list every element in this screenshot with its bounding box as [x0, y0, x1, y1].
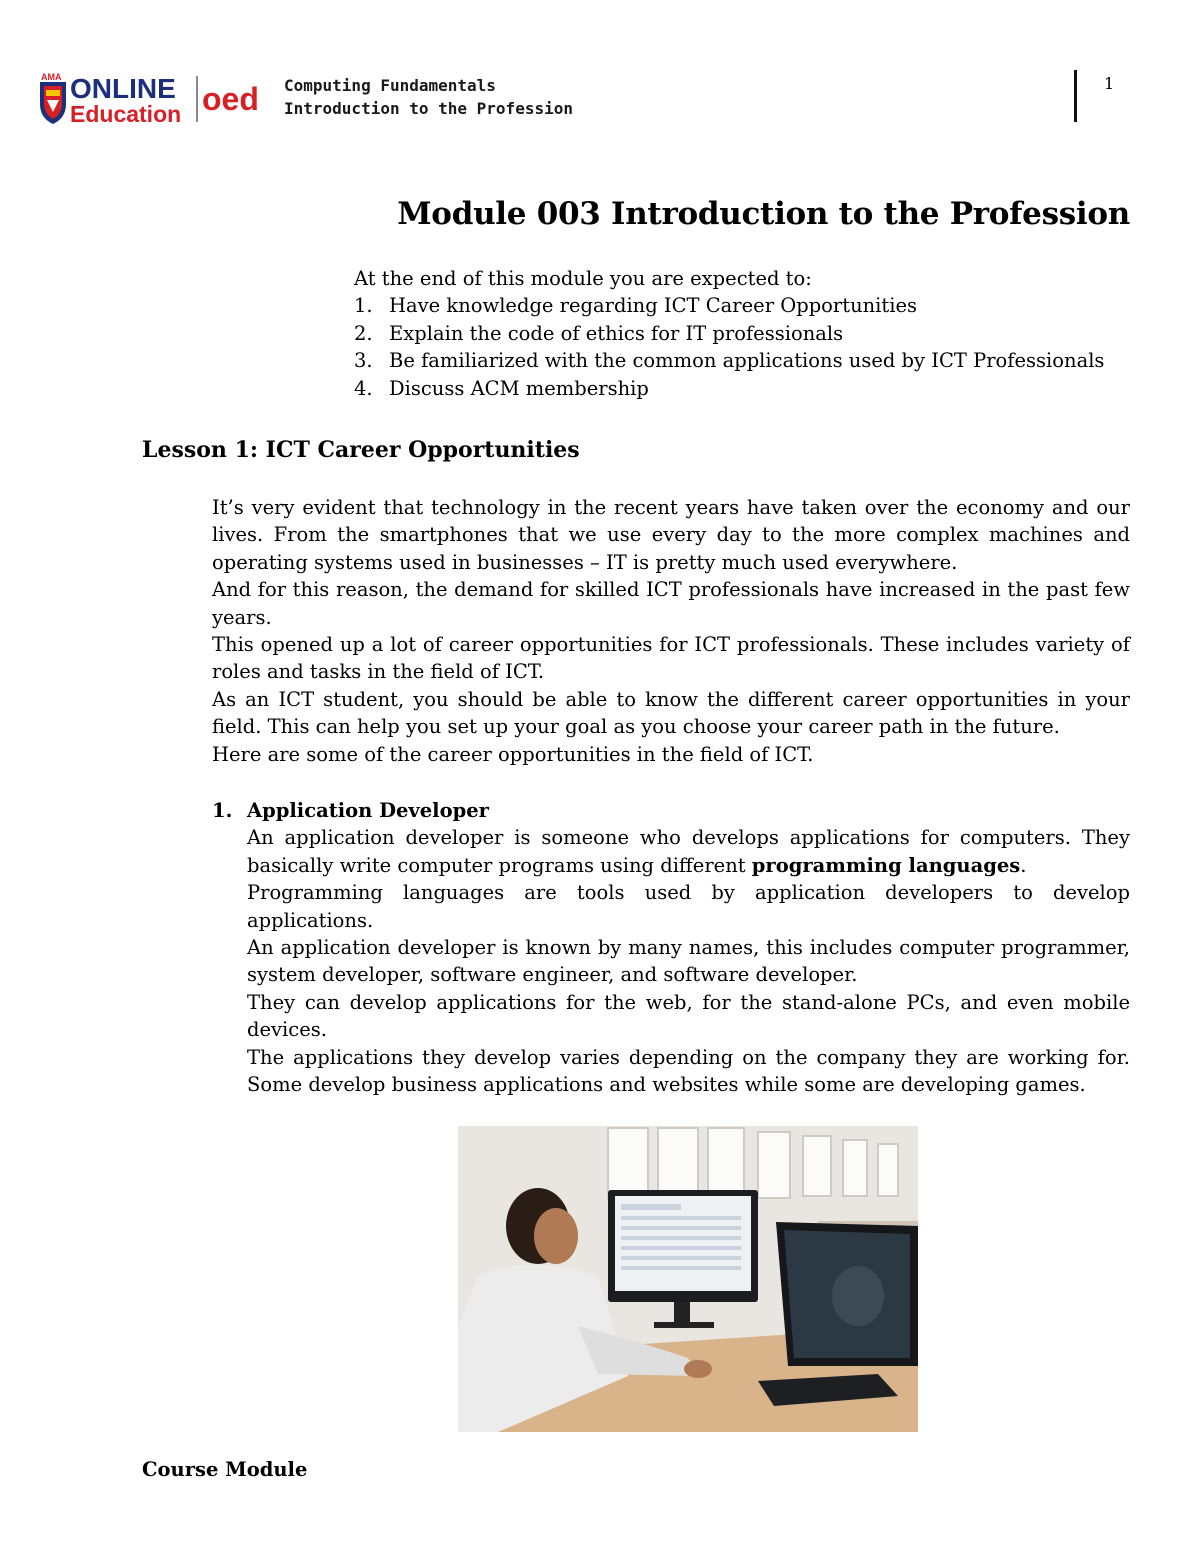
header-vertical-rule — [1074, 70, 1077, 122]
footer-course-module: Course Module — [142, 1458, 308, 1481]
objective-item — [354, 375, 1144, 402]
page-number: 1 — [1104, 74, 1115, 93]
career-body — [247, 824, 1130, 1098]
objective-item — [354, 347, 1144, 374]
header-course-name: Computing Fundamentals — [284, 76, 496, 95]
intro-paragraph: This opened up a lot of career opportunities for ICT professionals. These includes variety of roles and tasks in the field of ICT. — [212, 633, 1130, 684]
objective-text: Discuss ACM membership — [389, 376, 649, 400]
career-paragraph: They can develop applications for the web, for the stand-alone PCs, and even mobile devices. — [247, 990, 1130, 1042]
intro-paragraph: As an ICT student, you should be able to know the different career opportunities in your field. This can help you set up your goal as you choose your career path in the future. — [212, 687, 1130, 739]
objective-number: 2. — [354, 321, 373, 345]
career-paragraph: An application developer is known by many names, this includes computer programmer, system developer, software engineer, and software developer. — [247, 936, 1130, 987]
career-bold-term: programming languages — [751, 853, 1021, 877]
developer-photo — [458, 1126, 918, 1432]
logo-brand-bottom: Education — [70, 101, 182, 127]
career-title: Application Developer — [247, 799, 489, 822]
intro-paragraph: And for this reason, the demand for skilled ICT professionals have increased in the past few years. — [212, 578, 1130, 629]
objective-number: 4. — [354, 376, 373, 400]
objective-text: Be familiarized with the common applications used by ICT Professionals — [389, 349, 1105, 373]
objectives-list — [354, 292, 1144, 402]
logo-separator — [196, 76, 198, 122]
ama-emblem-text: AMA — [41, 72, 62, 82]
intro-section — [212, 494, 1130, 768]
career-item-application-developer — [212, 797, 1130, 1098]
header-course-info — [284, 74, 573, 120]
career-text: An application developer is someone who develops applications for computers. They basically write computer programs using different — [247, 826, 1130, 877]
career-paragraph: The applications they develop varies depending on the company they are working for. Some develop business applications and websites while some are developing games. — [247, 1045, 1130, 1097]
logo-brand-mark: oed — [202, 81, 259, 117]
objective-number: 3. — [354, 349, 373, 373]
career-paragraph — [247, 824, 1130, 879]
lesson-title: Lesson 1: ICT Career Opportunities — [142, 437, 580, 463]
ama-shield-emblem — [40, 82, 66, 124]
logo-brand-top: ONLINE — [70, 73, 176, 104]
online-education-logo — [36, 68, 276, 128]
objectives-intro: At the end of this module you are expected to: — [354, 267, 812, 290]
header-subtitle: Introduction to the Profession — [284, 99, 573, 118]
objective-item — [354, 320, 1144, 347]
module-title: Module 003 Introduction to the Profession — [397, 196, 1130, 232]
objective-text: Have knowledge regarding ICT Career Opportunities — [389, 294, 918, 318]
career-text: . — [1020, 853, 1027, 877]
intro-paragraph: Here are some of the career opportunities in the field of ICT. — [212, 742, 814, 766]
career-heading — [212, 797, 1130, 824]
career-paragraph: Programming languages are tools used by application developers to develop applications. — [247, 881, 1130, 932]
objective-number: 1. — [354, 294, 373, 318]
career-number: 1. — [212, 799, 233, 822]
objective-item — [354, 292, 1144, 319]
objectives-block — [354, 265, 1144, 402]
objective-text: Explain the code of ethics for IT professionals — [389, 321, 844, 345]
intro-paragraph: It’s very evident that technology in the recent years have taken over the economy and our lives. From the smartphones that we use every day to the more complex machines and operating systems used in businesses – IT is pretty much used everywhere. — [212, 496, 1130, 574]
